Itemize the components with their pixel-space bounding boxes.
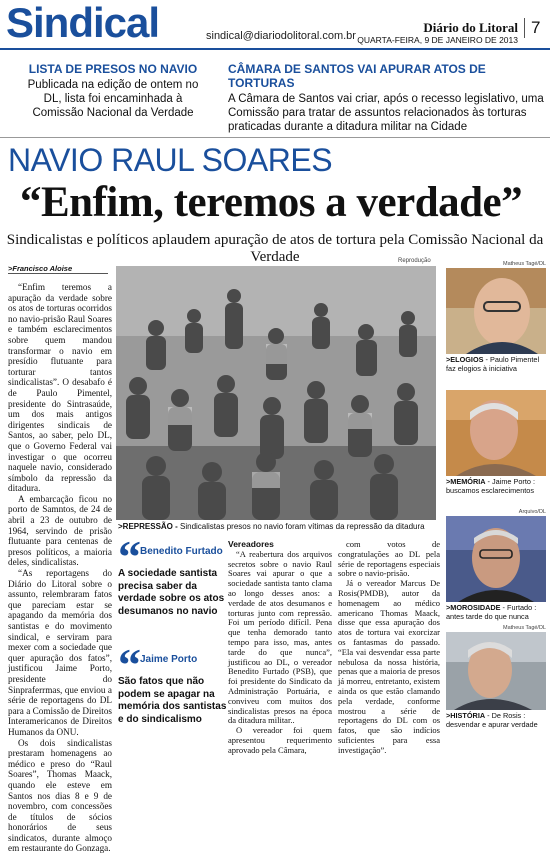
portrait-image — [446, 632, 546, 710]
portrait-paulo-pimentel[interactable] — [446, 261, 546, 384]
section-title: Sindical — [6, 0, 160, 46]
page-number: 7 — [524, 18, 546, 38]
teaser-body: Publicada na edição de ontem no DL, lista foi encaminhada à Comissão Nacional da Verdade — [27, 79, 199, 119]
portrait-jaime-porto[interactable] — [446, 390, 546, 510]
caption-label: >ELOGIOS — [446, 355, 484, 364]
portrait-de-rosis[interactable] — [446, 625, 546, 736]
section-email[interactable]: sindical@diariodolitoral.com.br — [206, 30, 356, 42]
paragraph: Já o vereador Marcus De Rosis(PMDB), autor da homenagem ao médico americano Thomas Maack, disse que essa apuração dos atos de tortura vai exorcizar os fantasmas do passado. “Ela vai desvendar essa parte nebulosa da nossa história, penas que a maioria de presos já morreu, entretanto, existem ainda os que estão clamando pela verdade, conforme mostrou a série de reportagens do DL com os fatos, que são indícios suficientes para essa investigação”. — [338, 578, 440, 755]
article-headline: “Enfim, teremos a verdade” — [20, 179, 523, 226]
article-column-3 — [338, 540, 440, 756]
byline-divider — [8, 273, 108, 274]
caption-text: - Jaime Porto : buscamos esclarecimentos — [446, 477, 536, 495]
subhead: Vereadores — [228, 539, 274, 549]
caption-label: >HISTÓRIA — [446, 711, 486, 720]
caption-text: - De Rosis : desvendar e apurar verdade — [446, 711, 538, 729]
main-photo[interactable] — [116, 266, 436, 520]
portrait-caption — [446, 712, 546, 729]
article-column-2 — [228, 540, 332, 756]
portrait-image — [446, 268, 546, 354]
quote-mark-icon: “ — [118, 531, 141, 582]
photo-credit: Arquivo/DL — [518, 509, 546, 515]
caption-text: - Paulo Pimentel faz elogios à iniciativa — [446, 355, 540, 373]
photo-caption — [118, 522, 438, 531]
paper-name: Diário do Litoral — [423, 20, 518, 35]
quote-text: A sociedade santista precisa saber da verdade sobre os atos desumanos no navio — [118, 568, 225, 617]
teaser-body: A Câmara de Santos vai criar, após o recesso legislativo, uma Comissão para tratar de assuntos relacionados às torturas praticadas durante a ditadura militar na Cidade — [228, 93, 544, 133]
quote-author: Jaime Porto — [140, 654, 198, 665]
teaser-title: LISTA DE PRESOS NO NAVIO — [28, 62, 198, 76]
photo-credit: Matheus Tagé/DL — [502, 625, 546, 631]
edition-date: QUARTA-FEIRA, 9 DE JANEIRO DE 2013 — [357, 35, 518, 45]
quote-author: Benedito Furtado — [140, 546, 223, 557]
crowd-photo-image — [116, 266, 436, 520]
caption-text: Sindicalistas presos no navio foram vítimas da repressão da ditadura — [180, 522, 425, 531]
caption-label: >MEMÓRIA — [446, 477, 486, 486]
teaser-bar — [0, 58, 550, 138]
portrait-photo — [446, 390, 546, 476]
caption-text: - Furtado : antes tarde do que nunca — [446, 603, 537, 621]
photo-credit: Matheus Tagé/DL — [502, 261, 546, 267]
paragraph: O vereador foi quem apresentou requerimento aprovado pela Câmara, — [228, 725, 332, 755]
portrait-image — [446, 390, 546, 476]
paragraph: “A reabertura dos arquivos secretos sobre o navio Raul Soares vai apurar o que a sociedade santista tanto clama ao longo desses anos: a verdade de atos desumanos e torturas junto com repressão. Foi um período difícil. Pena que tenha demorado tanto tempo para isso, mas, antes tarde do que nunca”, justificou ao DL, o vereador Benedito Furtado (PSB), que foi presidente do Sindicato da Administração Portuária, e conviveu com muitos dos sindicalistas presos na época da ditadura militar.. — [228, 548, 332, 726]
portrait-photo — [446, 632, 546, 710]
masthead — [0, 0, 550, 50]
teaser-title: CÂMARA DE SANTOS VAI APURAR ATOS DE TORTURAS — [228, 62, 486, 90]
quote-text: São fatos que não podem se apagar na memória dos santistas e do sindicalismo — [118, 676, 227, 725]
paragraph: com votos de congratulações ao DL pela série de reportagens especiais sobre o navio-prisão. — [338, 539, 440, 579]
caption-label: >MOROSIDADE — [446, 603, 501, 612]
photo-credit: Reprodução — [398, 258, 431, 264]
paragraph: “Enfim teremos a apuração da verdade sobre os atos de torturas ocorridos no navio-prisão Raul Soares e também esclarecimentos sobre quem mandou transformar o navio em presídio flutuante para torturar tantos sindicalistas”. O desabafo é de Paulo Pimentel, presidente do Sintrasaúde, um dos mais antigos dirigentes sindicais de Santos, ao saber, pelo DL, que o Governo Federal vai investigar o que ocorreu naquele navio, considerado símbolo da repressão da ditadura. — [8, 282, 112, 494]
article-kicker: NAVIO RAUL SOARES — [8, 142, 333, 178]
caption-label: >REPRESSÃO - — [118, 522, 181, 531]
portrait-photo — [446, 268, 546, 354]
portrait-caption — [446, 478, 546, 495]
pull-quote — [118, 639, 227, 738]
paragraph: A embarcação ficou no porto de Samntos, de 24 de abril a 23 de outubro de 1964, servindo de prisão flutuante para centenas de presos políticos, a maioria deles, sindicalistas. — [8, 493, 112, 568]
quote-mark-icon: “ — [118, 639, 141, 690]
article-deck: Sindicalistas e políticos aplaudem apuração de atos de tortura pela Comissão Nacional da Verdade — [6, 232, 544, 265]
teaser-prisoner-list[interactable] — [18, 62, 208, 120]
pull-quote — [118, 531, 226, 630]
portrait-caption — [446, 604, 546, 621]
byline: >Francisco Aloise — [8, 264, 73, 273]
portrait-photo — [446, 516, 546, 602]
paragraph: “As reportagens do Diário do Litoral sobre o assunto, relembraram fatos que pareciam estar se apagando da memória dos santistas e do movimento sindical, e serviram para mexer com a sociedade que quer apuração dos fatos”, justificou Jaime Porto, presidente do Sinpraferrmas, que enviou a série de reportagens do DL para a Comissão de Direitos Interamericanos de Direitos Humanos da ONU. — [8, 568, 112, 737]
paragraph: Os dois sindicalistas prestaram homenagens ao médico e preso do “Raul Soares”, Thomas Maack, quando ele esteve em Santos nos dias 8 e 9 de novembro, com concessões de títulos de sócios honorários de seus sindicatos, durante almoço em restaurante do Gonzaga. — [8, 737, 112, 854]
portrait-image — [446, 516, 546, 602]
teaser-city-council[interactable] — [228, 62, 548, 134]
article-column-1 — [8, 282, 112, 854]
portrait-benedito-furtado[interactable] — [446, 509, 546, 632]
portrait-caption — [446, 356, 546, 373]
